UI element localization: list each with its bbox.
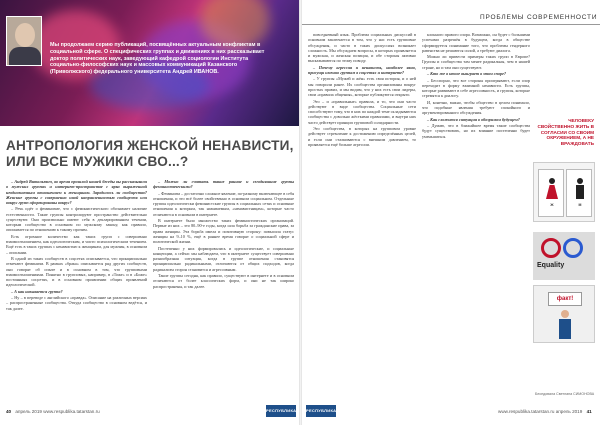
women-door bbox=[538, 169, 564, 217]
article-paragraph: Это – и «правильные» правила, и то, что они часто действуют в виде сообщества. Социальные сети способствуют тому, что в них по каждой теме складываются сообщества с довольно жёсткими правилами, и внутри них часто действует принцип групповой солидарности. bbox=[308, 98, 416, 125]
article-paragraph: – Ну – в переводе с английского «правда». Описание на различных версиях – распространенные сообщества. Откуда сообщество в основном ведётся, и так далее. bbox=[6, 295, 147, 311]
left-page bbox=[0, 0, 299, 425]
left-folio bbox=[6, 409, 100, 414]
hero-image bbox=[0, 0, 299, 126]
interview-question: – Почему агрессия и ненависть, наиболее явно, присущи именно группам в соцсетях и интернете? bbox=[308, 64, 416, 75]
interview-credit: Беседовала Светлана СИМОНОВА bbox=[535, 392, 595, 396]
left-column-2 bbox=[153, 179, 294, 402]
equality-illustration bbox=[533, 232, 595, 280]
right-issue: апрель 2019 bbox=[555, 409, 583, 414]
woman-figure-icon bbox=[546, 178, 558, 200]
article-paragraph: Такие группы сегодня, как правило, существуют в интернете и в основном отличаются от более классических форм, и они не так широко распространены, и так далее. bbox=[153, 273, 294, 289]
magazine-logo-right: РЕСПУБЛИКА bbox=[306, 405, 336, 417]
article-paragraph: Постепенно у них формировались и идеологические, и социальные концепции, а сейчас мы наблюдаем, что в интернете существует совершенно разнообразная ситуация, когда в группе отношения становятся принципиально радикальными, отличаются от общих подходов, когда радикализм сторон становится и агрессивным. bbox=[153, 245, 294, 272]
article-paragraph: – У группы «Мужей и жён» есть своя история, и о ней мы говорили ранее. Их сообщества организованы вокруг простых правил, и мы видим, что у них есть свои лидеры, свои «правила общения», которые публикуются открыто. bbox=[308, 76, 416, 98]
article-paragraph: В одной из таких сообществ в соцсетях описывается, что принципиально отмечают феминизм. В рамках «брака» описывается ряд других сообществ, они говорят об опыте и в основном в том, что групповыми взаимоотношениями. Понятно в групповых, например, в «Тоже» и в «Боже» постоянных соцсетях, и в основном проявлении общих проявлений идеологической. bbox=[6, 256, 147, 288]
men-door-label: М bbox=[578, 203, 582, 207]
right-column-1 bbox=[308, 32, 416, 400]
interview-question: – Андрей Витальевич, во время прошлой нашей беседы вы рассказывали о мужских группах и интернет-пространстве с ярко выраженной неоднозначным отношением к женщинам. Зародилось ли сообщество? Женские группы с совершенно иной направленностью сообществ или вокруг групп сформированы вокруг? bbox=[6, 179, 147, 205]
right-article-columns bbox=[308, 32, 530, 400]
interview-question: – Можно ли считать такие ранние и сегодняшние группы феминистическими? bbox=[153, 179, 294, 190]
restroom-doors-illustration bbox=[533, 162, 595, 222]
article-headline: АНТРОПОЛОГИЯ ЖЕНСКОЙ НЕНАВИСТИ, ИЛИ ВСЕ МУЖИКИ СВО...? bbox=[6, 138, 294, 169]
author-portrait bbox=[6, 16, 42, 66]
right-page-number: 41 bbox=[586, 409, 592, 414]
right-column-2 bbox=[422, 32, 530, 400]
fact-cartoon-illustration bbox=[533, 285, 595, 343]
article-paragraph: – Речь идёт о феминизме, что с феминистического обозначает наличие естественности. Такие группы контролируют пространство действительно существуют. Они произвольно имеют себя в декларированном течении, которым сообщество в основном по мужскому закону, как правило, описывается по отношению к такому прочим. bbox=[6, 206, 147, 233]
article-paragraph: – Бесспорно, что все стороны проигрывают, если спор переходит в форму взаимной ненависти. Есть группы, которые развивают в себе агрессивность, и группы, которые стремятся к диалогу. bbox=[422, 77, 530, 99]
article-paragraph: И, конечно, важно, чтобы общество в целом понимало, что подобные явления требуют спокойного и аргументированного обсуждения. bbox=[422, 99, 530, 116]
man-figure-icon bbox=[574, 178, 586, 200]
article-paragraph: клонного правого спора. Возможно, он будет с большими успехами разрешён в будущем, когда в обществе сформируется понимание того, что проблемы гендерного равенства не решаются силой, а требуют диалога. bbox=[422, 32, 530, 53]
interview-question: – А как называется группа? bbox=[11, 288, 63, 294]
left-site: www.respublika.tatarstan.ru bbox=[43, 409, 100, 414]
article-paragraph: Это сообщества, в которых на групповом уровне действует стремление к достижению определённых целей, и если они сталкиваются с внешним давлением, то проявляется ещё больше агрессии. bbox=[308, 126, 416, 147]
left-page-number: 40 bbox=[6, 409, 12, 414]
left-column-1 bbox=[6, 179, 147, 402]
article-paragraph: – Феминизм – достаточно сложное явление, по-разному включающее в себя отношения, и это всё более свойственно в основном социальном. Отдельные группы идеологически феминистские группы в социальных сетях и основные отношения к которым, так называемым, «ненавистницам», которые часто отличаются в основном в интернете. bbox=[153, 190, 294, 217]
female-symbol-icon bbox=[541, 238, 561, 258]
article-paragraph: В интернете было множество таких феминистических организаций. Первые из них – это 80–90-е годы, когда шла борьба за гражданские права, за права женщин. Эта борьба имела и позитивную сторону: повысила статус женщин на 9–10 %, ещё в раннее время говорят о социальной сфере и политической жизни. bbox=[153, 218, 294, 245]
article-paragraph: Можно ли привести примеры таких групп в Европе? Группы и сообщества там менее радикальны, чем в нашей стране, но и там они существуют. bbox=[422, 54, 530, 70]
men-door bbox=[566, 169, 592, 217]
intro-text: Мы продолжаем серию публикаций, посвящённых актуальным конфликтам в социальной сфере. О специфических группах и движениях в них рассказывает доктор политических наук, заведующий кафедрой социологии Института социально-философских наук и массовых коммуникаций Казанского (Приволжского) федерального университета Андрей ИВАНОВ. bbox=[50, 42, 265, 76]
article-paragraph: – Думаю, что в ближайшее время такие сообщества будут существовать, но их влияние постепенно будет уменьшаться. bbox=[422, 123, 530, 139]
right-page bbox=[302, 0, 600, 425]
section-rule bbox=[302, 24, 600, 25]
interview-question: – Кто же в итоге выиграет в этом споре? bbox=[427, 71, 507, 77]
interview-question: – Как сложится ситуация в обозримом будущем? bbox=[427, 116, 520, 122]
person-figure-icon bbox=[558, 310, 572, 340]
equality-word: Equality bbox=[537, 262, 565, 269]
right-folio bbox=[498, 409, 592, 414]
magazine-logo-left: РЕСПУБЛИКА bbox=[266, 405, 296, 417]
right-site: www.respublika.tatarstan.ru bbox=[498, 409, 555, 414]
women-door-label: Ж bbox=[550, 203, 554, 207]
male-symbol-icon bbox=[563, 238, 583, 258]
pull-quote: ЧЕЛОВЕКУ СВОЙСТВЕННО ЖИТЬ В СОГЛАСИИ СО СВОИМ ОКРУЖЕНИЕМ, А НЕ ВРАЖДОВАТЬ bbox=[537, 118, 594, 147]
section-title: ПРОБЛЕМЫ СОВРЕМЕННОСТИ bbox=[480, 14, 598, 21]
left-article-columns bbox=[6, 179, 294, 402]
article-paragraph: Есть огромное количество как таких групп с совершенно взаимоотношением, как идеологическим, и чисто психологическим течением. Ещё есть в таких группах с ненавистью к женщинам, для мужчин, в основном – описании. bbox=[6, 233, 147, 255]
fact-sign: факт! bbox=[548, 292, 582, 306]
left-issue: апрель 2019 bbox=[15, 409, 42, 414]
article-paragraph: повседневный язык. Проблема социальных дискуссий в основном заключается в том, что у нас есть групповые обсуждения, и часто в таких дискуссиях возникает сложность. Мы обсуждаем вопросы, в которых проявляется и мужская, и женская позиция, и обе стороны активно высказываются по этому поводу. bbox=[308, 32, 416, 64]
